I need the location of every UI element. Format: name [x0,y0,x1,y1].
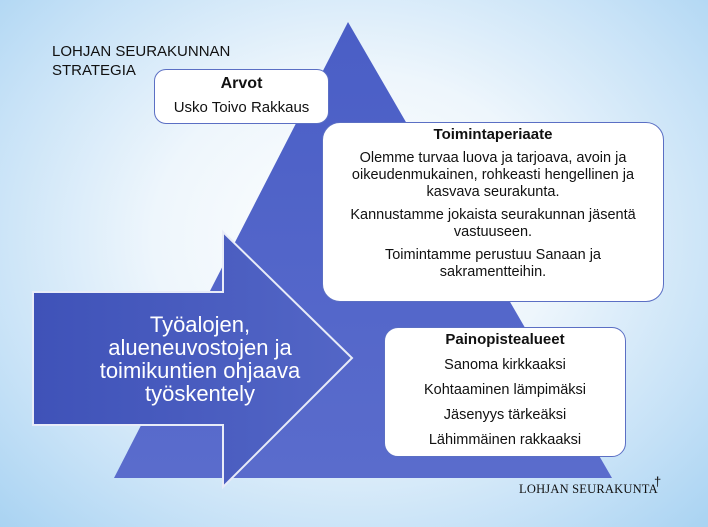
principles-paragraph: Kannustamme jokaista seurakunnan jäsentä vastuuseen. [350,207,636,240]
focus-areas-box [384,327,626,457]
values-text: Usko Toivo Rakkaus [173,99,310,116]
parish-logo-text: LOHJAN SEURAKUNTA [519,482,658,496]
focus-area-item: Lähimmäinen rakkaaksi [428,432,582,448]
arrow-label [60,313,340,405]
focus-areas-title: Painopistealueet [445,331,565,348]
focus-area-item: Sanoma kirkkaaksi [444,357,566,373]
arrow-label-line: toimikuntien ohjaava [99,358,301,383]
principles-paragraph: Olemme turvaa luova ja tarjoava, avoin ja oikeudenmukainen, rohkeasti hengellinen ja kasvava seurakunta. [351,150,635,200]
principles-paragraph: Toimintamme perustuu Sanaan ja sakramentteihin. [384,247,601,280]
focus-area-item: Kohtaaminen lämpimäksi [424,382,586,398]
principles-title: Toimintaperiaate [433,126,553,143]
values-box [154,69,329,124]
heading-line: LOHJAN SEURAKUNNAN [52,43,231,60]
arrow-label-line: Työalojen, [149,312,251,337]
arrow-label-line: työskentely [144,381,256,406]
focus-area-item: Jäsenyys tärkeäksi [443,407,567,423]
cross-icon: † [654,474,662,489]
arrow-label-line: alueneuvostojen ja [108,335,292,360]
heading-line: STRATEGIA [52,62,136,79]
values-title: Arvot [220,75,263,92]
principles-box [322,122,664,302]
